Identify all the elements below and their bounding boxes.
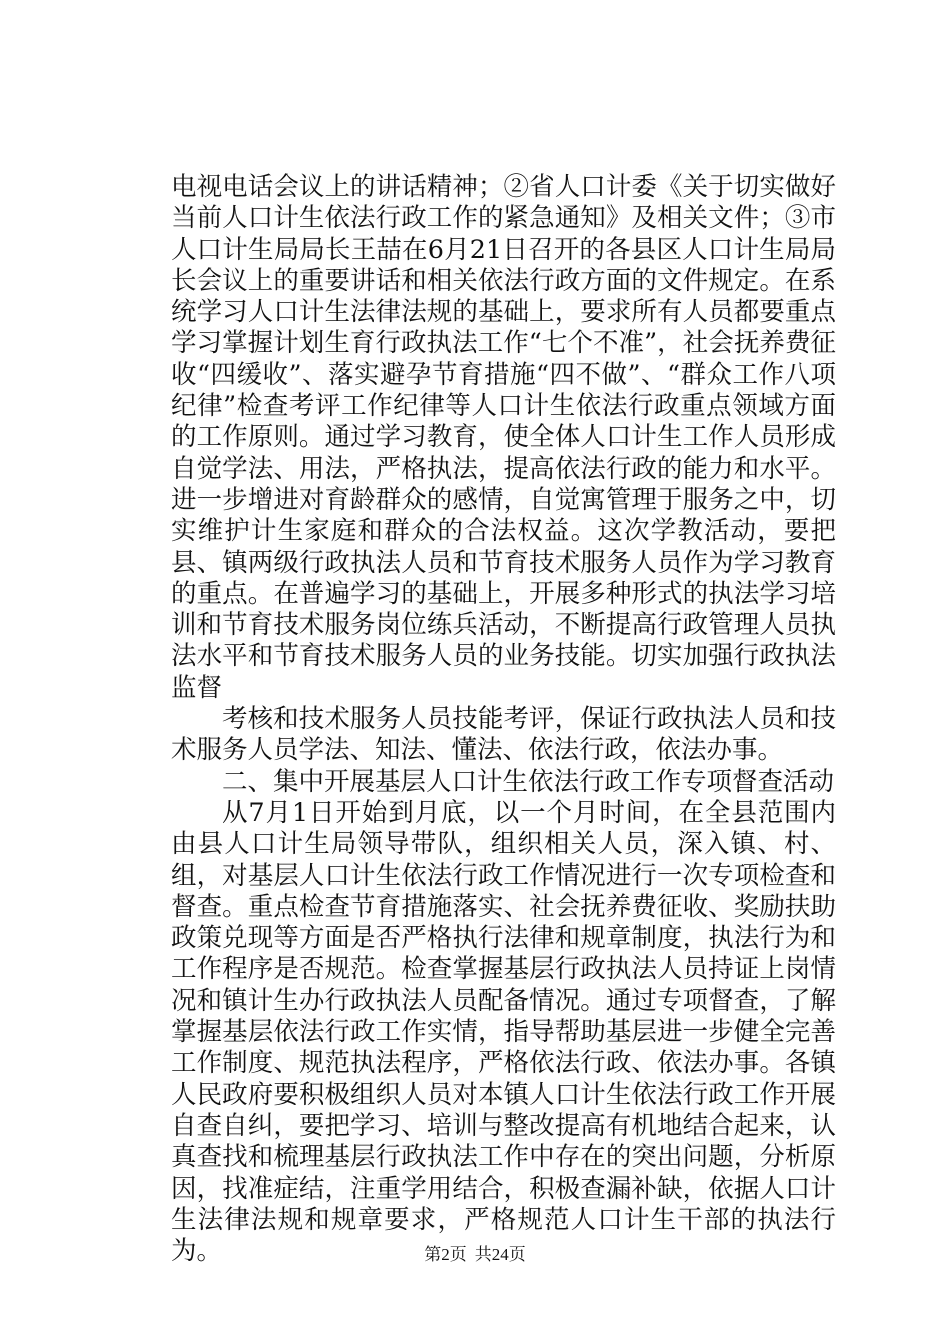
paragraph-1: 电视电话会议上的讲话精神；②省人口计委《关于切实做好当前人口计生依法行政工作的紧急通知》及相关文件；③市人口计生局局长王喆在6月21日召开的各县区人口计生局局长会议上的重要讲话和相关依法行政方面的文件规定。在系统学习人口计生法律法规的基础上，要求所有人员都要重点学习掌握计划生育行政执法工作“七个不准”，社会抚养费征收“四缓收”、落实避孕节育措施“四不做”、“群众工作八项纪律”检查考评工作纪律等人口计生依法行政重点领域方面的工作原则。通过学习教育，使全体人口计生工作人员形成自觉学法、用法，严格执法，提高依法行政的能力和水平。进一步增进对育龄群众的感情，自觉寓管理于服务之中，切实维护计生家庭和群众的合法权益。这次学教活动，要把县、镇两级行政执法人员和节育技术服务人员作为学习教育的重点。在普遍学习的基础上，开展多种形式的执法学习培训和节育技术服务岗位练兵活动，不断提高行政管理人员执法水平和节育技术服务人员的业务技能。切实加强行政执法监督 bbox=[171, 172, 836, 703]
paragraph-3: 从7月1日开始到月底，以一个月时间，在全县范围内由县人口计生局领导带队，组织相关人员，深入镇、村、组，对基层人口计生依法行政工作情况进行一次专项检查和督查。重点检查节育措施落实、社会抚养费征收、奖励扶助政策兑现等方面是否严格执行法律和规章制度，执法行为和工作程序是否规范。检查掌握基层行政执法人员持证上岗情况和镇计生办行政执法人员配备情况。通过专项督查，了解掌握基层依法行政工作实情，指导帮助基层进一步健全完善工作制度、规范执法程序，严格依法行政、依法办事。各镇人民政府要积极组织人员对本镇人口计生依法行政工作开展自查自纠，要把学习、培训与整改提高有机地结合起来，认真查找和梳理基层行政执法工作中存在的突出问题，分析原因，找准症结，注重学用结合，积极查漏补缺，依据人口计生法律法规和规章要求，严格规范人口计生干部的执法行为。 bbox=[171, 797, 836, 1267]
page-total: 共24页 bbox=[474, 1245, 526, 1264]
page-number: 第2页 bbox=[424, 1245, 467, 1264]
document-body bbox=[171, 172, 836, 1267]
section-heading-2: 二、集中开展基层人口计生依法行政工作专项督查活动 bbox=[222, 766, 835, 797]
paragraph-2: 考核和技术服务人员技能考评，保证行政执法人员和技术服务人员学法、知法、懂法、依法行政，依法办事。 bbox=[171, 704, 836, 766]
page-footer bbox=[0, 1244, 950, 1266]
